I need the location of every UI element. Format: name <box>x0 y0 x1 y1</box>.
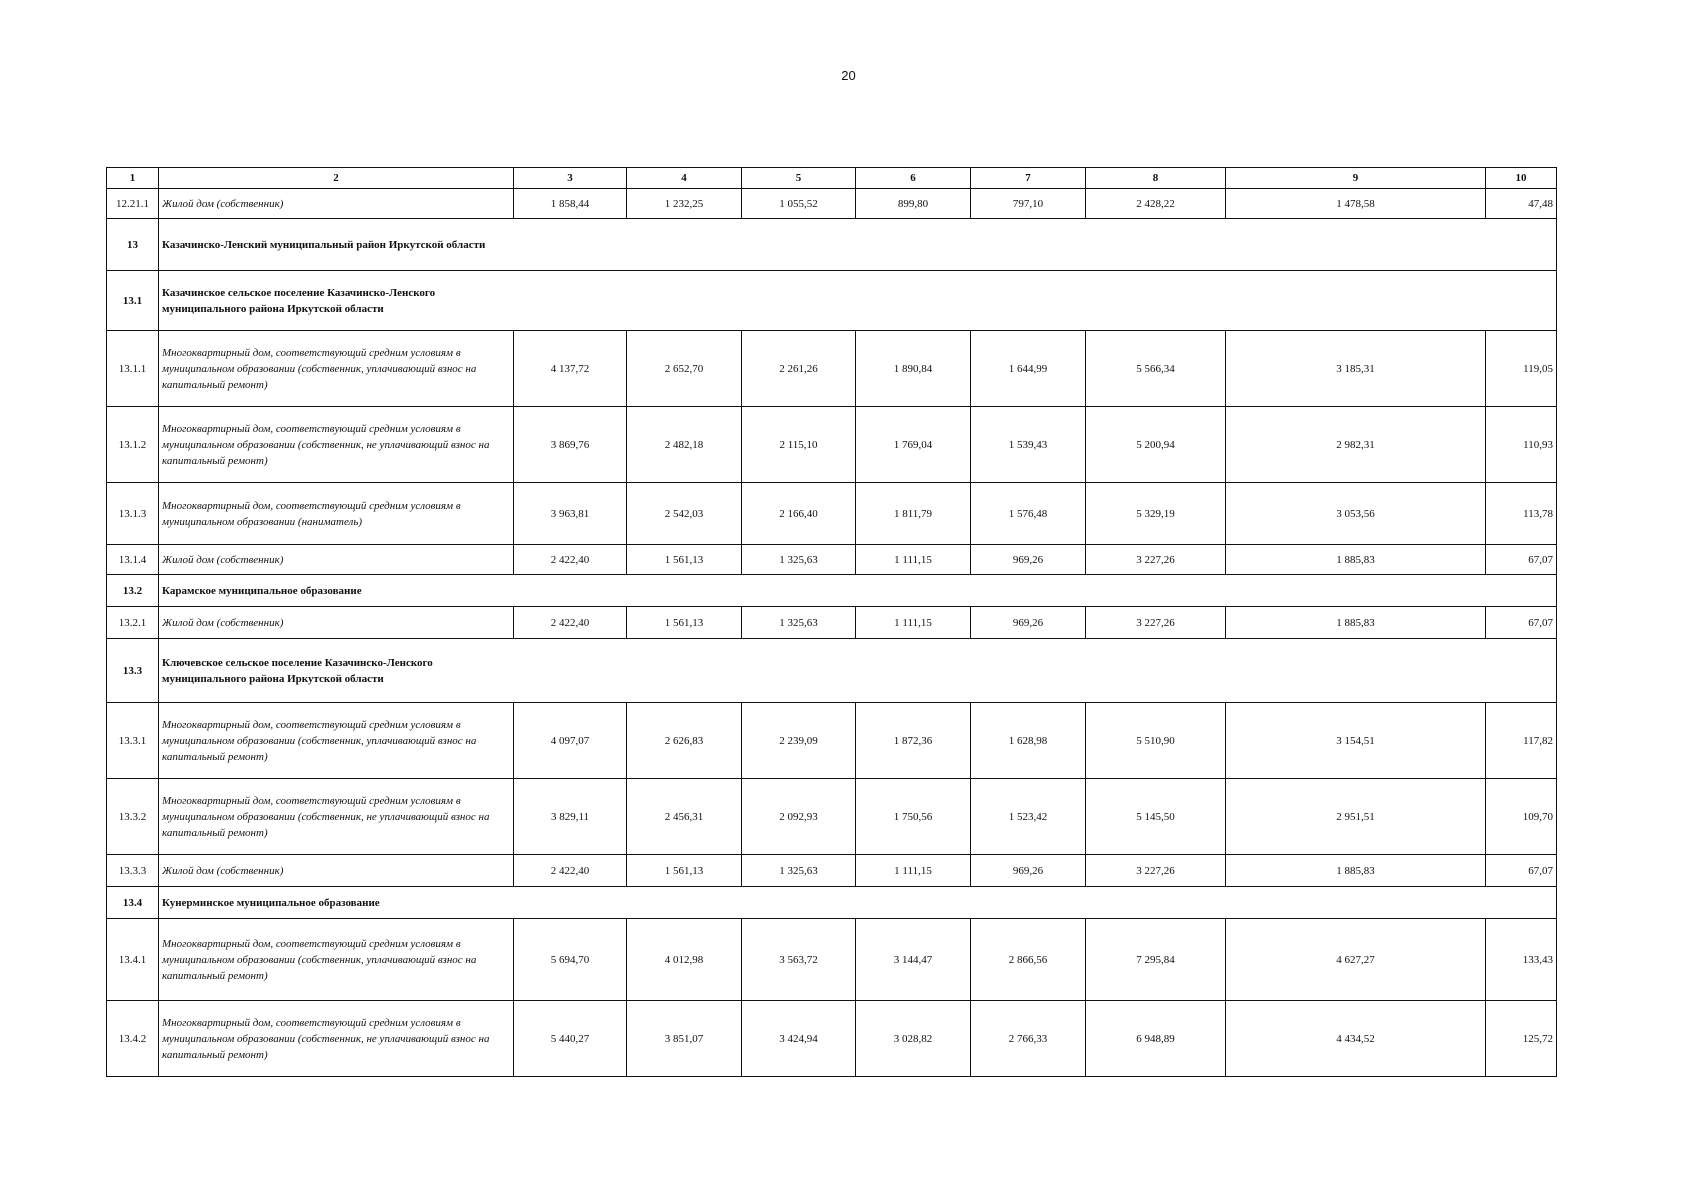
value-cell: 1 111,15 <box>856 607 971 639</box>
value-cell: 2 866,56 <box>971 919 1086 1001</box>
row-code: 12.21.1 <box>107 189 159 219</box>
value-cell: 2 261,26 <box>742 331 856 407</box>
value-cell: 3 227,26 <box>1086 545 1226 575</box>
value-cell: 3 053,56 <box>1226 483 1486 545</box>
row-code: 13.1.1 <box>107 331 159 407</box>
page-number: 20 <box>841 68 856 83</box>
value-cell: 2 652,70 <box>627 331 742 407</box>
row-code: 13.3.2 <box>107 779 159 855</box>
value-cell: 1 561,13 <box>627 855 742 887</box>
value-cell: 5 694,70 <box>514 919 627 1001</box>
value-cell: 133,43 <box>1486 919 1557 1001</box>
value-cell: 117,82 <box>1486 703 1557 779</box>
row-code: 13.4 <box>107 887 159 919</box>
value-cell: 3 563,72 <box>742 919 856 1001</box>
value-cell: 5 329,19 <box>1086 483 1226 545</box>
value-cell: 3 869,76 <box>514 407 627 483</box>
table-row <box>107 407 1557 483</box>
row-code: 13.1.2 <box>107 407 159 483</box>
value-cell: 109,70 <box>1486 779 1557 855</box>
row-description: Жилой дом (собственник) <box>159 607 514 639</box>
value-cell: 1 628,98 <box>971 703 1086 779</box>
value-cell: 2 626,83 <box>627 703 742 779</box>
section-row <box>107 219 1557 271</box>
value-cell: 4 627,27 <box>1226 919 1486 1001</box>
value-cell: 1 858,44 <box>514 189 627 219</box>
value-cell: 3 963,81 <box>514 483 627 545</box>
value-cell: 3 154,51 <box>1226 703 1486 779</box>
value-cell: 2 422,40 <box>514 545 627 575</box>
value-cell: 2 422,40 <box>514 855 627 887</box>
row-description: Многоквартирный дом, соответствующий средним условиям в муниципальном образовании (наниматель) <box>159 483 514 545</box>
value-cell: 47,48 <box>1486 189 1557 219</box>
value-cell: 1 769,04 <box>856 407 971 483</box>
value-cell: 1 561,13 <box>627 545 742 575</box>
header-cell: 8 <box>1086 168 1226 189</box>
value-cell: 7 295,84 <box>1086 919 1226 1001</box>
section-row <box>107 887 1557 919</box>
value-cell: 1 750,56 <box>856 779 971 855</box>
section-title: Казачинское сельское поселение Казачинско-Ленского муниципального района Иркутской области <box>159 271 1557 331</box>
value-cell: 3 028,82 <box>856 1001 971 1077</box>
table-row <box>107 483 1557 545</box>
value-cell: 2 092,93 <box>742 779 856 855</box>
section-title: Ключевское сельское поселение Казачинско-Ленского муниципального района Иркутской области <box>159 639 1557 703</box>
row-description: Многоквартирный дом, соответствующий средним условиям в муниципальном образовании (собственник, не уплачивающий взнос на капитальный ремонт) <box>159 407 514 483</box>
section-row <box>107 639 1557 703</box>
row-code: 13 <box>107 219 159 271</box>
value-cell: 2 542,03 <box>627 483 742 545</box>
value-cell: 2 422,40 <box>514 607 627 639</box>
value-cell: 969,26 <box>971 545 1086 575</box>
value-cell: 1 325,63 <box>742 855 856 887</box>
header-cell: 10 <box>1486 168 1557 189</box>
section-title: Карамское муниципальное образование <box>159 575 1557 607</box>
value-cell: 1 478,58 <box>1226 189 1486 219</box>
header-cell: 6 <box>856 168 971 189</box>
value-cell: 3 829,11 <box>514 779 627 855</box>
value-cell: 1 885,83 <box>1226 545 1486 575</box>
value-cell: 969,26 <box>971 607 1086 639</box>
section-title: Казачинско-Ленский муниципальный район Иркутской области <box>159 219 1557 271</box>
row-code: 13.1 <box>107 271 159 331</box>
row-description: Многоквартирный дом, соответствующий средним условиям в муниципальном образовании (собственник, не уплачивающий взнос на капитальный ремонт) <box>159 779 514 855</box>
value-cell: 969,26 <box>971 855 1086 887</box>
value-cell: 1 325,63 <box>742 545 856 575</box>
value-cell: 119,05 <box>1486 331 1557 407</box>
value-cell: 1 885,83 <box>1226 855 1486 887</box>
value-cell: 5 440,27 <box>514 1001 627 1077</box>
row-description: Многоквартирный дом, соответствующий средним условиям в муниципальном образовании (собственник, не уплачивающий взнос на капитальный ремонт) <box>159 1001 514 1077</box>
value-cell: 5 510,90 <box>1086 703 1226 779</box>
value-cell: 1 539,43 <box>971 407 1086 483</box>
value-cell: 2 456,31 <box>627 779 742 855</box>
table-row <box>107 779 1557 855</box>
value-cell: 1 885,83 <box>1226 607 1486 639</box>
value-cell: 5 566,34 <box>1086 331 1226 407</box>
row-code: 13.4.2 <box>107 1001 159 1077</box>
table-row <box>107 855 1557 887</box>
value-cell: 1 111,15 <box>856 545 971 575</box>
value-cell: 3 144,47 <box>856 919 971 1001</box>
value-cell: 2 239,09 <box>742 703 856 779</box>
header-cell: 2 <box>159 168 514 189</box>
row-code: 13.1.3 <box>107 483 159 545</box>
value-cell: 3 227,26 <box>1086 855 1226 887</box>
value-cell: 1 111,15 <box>856 855 971 887</box>
row-code: 13.3 <box>107 639 159 703</box>
value-cell: 1 576,48 <box>971 483 1086 545</box>
section-row <box>107 575 1557 607</box>
value-cell: 3 227,26 <box>1086 607 1226 639</box>
row-description: Жилой дом (собственник) <box>159 855 514 887</box>
table-body <box>107 168 1557 1077</box>
value-cell: 5 145,50 <box>1086 779 1226 855</box>
value-cell: 2 428,22 <box>1086 189 1226 219</box>
value-cell: 113,78 <box>1486 483 1557 545</box>
value-cell: 3 851,07 <box>627 1001 742 1077</box>
row-code: 13.3.1 <box>107 703 159 779</box>
value-cell: 4 137,72 <box>514 331 627 407</box>
row-description: Жилой дом (собственник) <box>159 189 514 219</box>
row-code: 13.4.1 <box>107 919 159 1001</box>
header-cell: 5 <box>742 168 856 189</box>
value-cell: 2 482,18 <box>627 407 742 483</box>
table-row <box>107 331 1557 407</box>
row-code: 13.3.3 <box>107 855 159 887</box>
value-cell: 1 561,13 <box>627 607 742 639</box>
tariff-table <box>106 167 1557 1077</box>
header-cell: 9 <box>1226 168 1486 189</box>
value-cell: 1 644,99 <box>971 331 1086 407</box>
header-row <box>107 168 1557 189</box>
table-row <box>107 703 1557 779</box>
row-description: Многоквартирный дом, соответствующий средним условиям в муниципальном образовании (собственник, уплачивающий взнос на капитальный ремонт) <box>159 331 514 407</box>
row-description: Жилой дом (собственник) <box>159 545 514 575</box>
header-cell: 4 <box>627 168 742 189</box>
value-cell: 2 951,51 <box>1226 779 1486 855</box>
table-row <box>107 919 1557 1001</box>
row-code: 13.1.4 <box>107 545 159 575</box>
table-row <box>107 189 1557 219</box>
value-cell: 2 982,31 <box>1226 407 1486 483</box>
row-description: Многоквартирный дом, соответствующий средним условиям в муниципальном образовании (собственник, уплачивающий взнос на капитальный ремонт) <box>159 703 514 779</box>
value-cell: 1 232,25 <box>627 189 742 219</box>
value-cell: 1 890,84 <box>856 331 971 407</box>
value-cell: 2 166,40 <box>742 483 856 545</box>
value-cell: 2 115,10 <box>742 407 856 483</box>
row-code: 13.2.1 <box>107 607 159 639</box>
row-description: Многоквартирный дом, соответствующий средним условиям в муниципальном образовании (собственник, уплачивающий взнос на капитальный ремонт) <box>159 919 514 1001</box>
value-cell: 1 055,52 <box>742 189 856 219</box>
value-cell: 899,80 <box>856 189 971 219</box>
value-cell: 67,07 <box>1486 545 1557 575</box>
value-cell: 797,10 <box>971 189 1086 219</box>
header-cell: 1 <box>107 168 159 189</box>
table-row <box>107 607 1557 639</box>
value-cell: 4 097,07 <box>514 703 627 779</box>
value-cell: 1 811,79 <box>856 483 971 545</box>
section-title: Кунерминское муниципальное образование <box>159 887 1557 919</box>
value-cell: 3 185,31 <box>1226 331 1486 407</box>
value-cell: 4 012,98 <box>627 919 742 1001</box>
value-cell: 2 766,33 <box>971 1001 1086 1077</box>
value-cell: 1 523,42 <box>971 779 1086 855</box>
value-cell: 1 872,36 <box>856 703 971 779</box>
value-cell: 67,07 <box>1486 855 1557 887</box>
value-cell: 125,72 <box>1486 1001 1557 1077</box>
value-cell: 4 434,52 <box>1226 1001 1486 1077</box>
row-code: 13.2 <box>107 575 159 607</box>
value-cell: 67,07 <box>1486 607 1557 639</box>
section-row <box>107 271 1557 331</box>
value-cell: 5 200,94 <box>1086 407 1226 483</box>
value-cell: 1 325,63 <box>742 607 856 639</box>
header-cell: 7 <box>971 168 1086 189</box>
header-cell: 3 <box>514 168 627 189</box>
value-cell: 110,93 <box>1486 407 1557 483</box>
value-cell: 3 424,94 <box>742 1001 856 1077</box>
table-row <box>107 1001 1557 1077</box>
value-cell: 6 948,89 <box>1086 1001 1226 1077</box>
table-row <box>107 545 1557 575</box>
